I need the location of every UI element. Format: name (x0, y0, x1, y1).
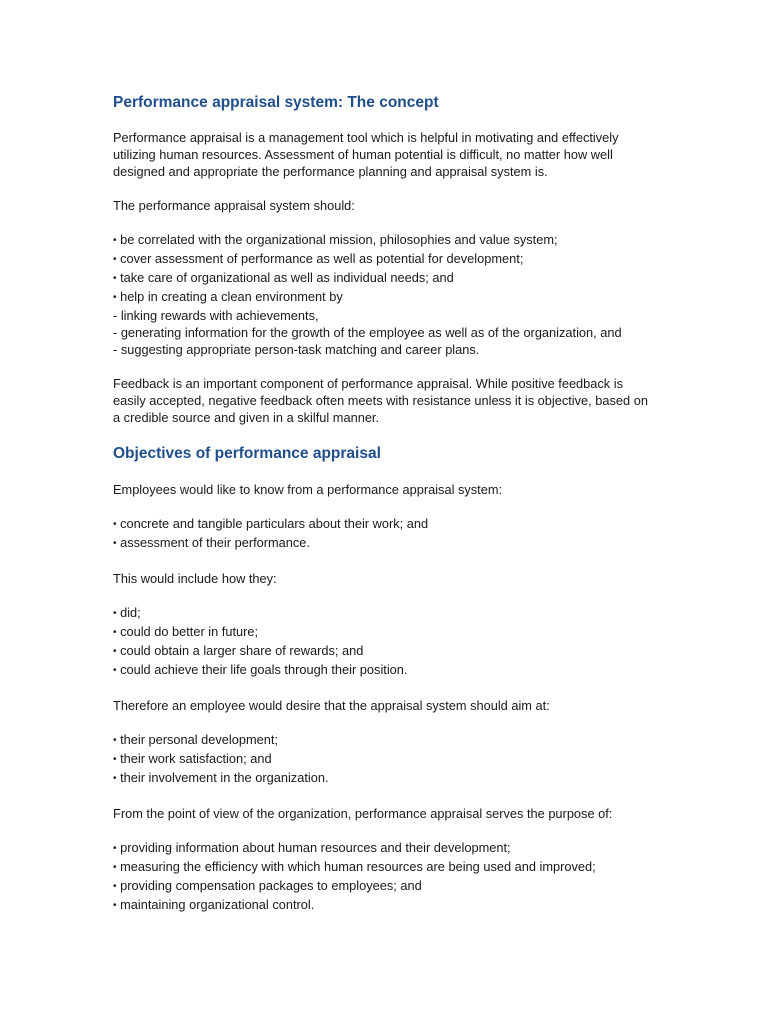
bullet-icon: • (113, 735, 117, 746)
list-item: • could achieve their life goals through their position. (113, 662, 408, 677)
bullet-icon: • (113, 900, 117, 911)
org-list (113, 839, 658, 915)
sub-list-item: - generating information for the growth of the employee as well as of the organization, and (113, 325, 622, 340)
bullet-icon: • (113, 881, 117, 892)
bullet-icon: • (113, 519, 117, 530)
concept-intro-paragraph: Performance appraisal is a management tool which is helpful in motivating and effectively utilizing human resources. Assessment of human potential is difficult, no matter how well designed and appropriate the performance planning and appraisal system is. (113, 130, 619, 179)
sub-list-item: - suggesting appropriate person-task matching and career plans. (113, 342, 480, 357)
bullet-icon: • (113, 665, 117, 676)
list-item: • cover assessment of performance as well as potential for development; (113, 251, 524, 266)
section-heading-concept: Performance appraisal system: The concept (113, 94, 439, 111)
org-lead-paragraph: From the point of view of the organization, performance appraisal serves the purpose of: (113, 806, 613, 821)
bullet-icon: • (113, 843, 117, 854)
include-lead-paragraph: This would include how they: (113, 571, 277, 586)
feedback-paragraph: Feedback is an important component of performance appraisal. While positive feedback is easily accepted, negative feedback often meets with resistance unless it is objective, based on a credible source and given in a skilful manner. (113, 376, 648, 425)
list-item: • could obtain a larger share of rewards; and (113, 643, 364, 658)
list-item: • providing compensation packages to employees; and (113, 878, 422, 893)
bullet-icon: • (113, 627, 117, 638)
list-item: • measuring the efficiency with which human resources are being used and improved; (113, 859, 596, 874)
list-item: • their work satisfaction; and (113, 751, 272, 766)
sub-list-item: - linking rewards with achievements, (113, 308, 319, 323)
bullet-icon: • (113, 862, 117, 873)
list-item: • assessment of their performance. (113, 535, 310, 550)
include-list (113, 604, 658, 680)
document-page (113, 92, 658, 932)
employees-list (113, 515, 658, 553)
list-item: • concrete and tangible particulars about their work; and (113, 516, 429, 531)
bullet-icon: • (113, 773, 117, 784)
list-item: • providing information about human resources and their development; (113, 840, 511, 855)
desire-list (113, 731, 658, 788)
list-item: • did; (113, 605, 141, 620)
section-heading-objectives: Objectives of performance appraisal (113, 445, 381, 462)
bullet-icon: • (113, 292, 117, 303)
bullet-icon: • (113, 646, 117, 657)
bullet-icon: • (113, 754, 117, 765)
desire-lead-paragraph: Therefore an employee would desire that the appraisal system should aim at: (113, 698, 550, 713)
bullet-icon: • (113, 273, 117, 284)
list-item: • their personal development; (113, 732, 279, 747)
list-item: • help in creating a clean environment by (113, 289, 343, 304)
should-list (113, 231, 658, 358)
list-item: • could do better in future; (113, 624, 259, 639)
bullet-icon: • (113, 235, 117, 246)
should-lead-paragraph: The performance appraisal system should: (113, 198, 355, 213)
bullet-icon: • (113, 254, 117, 265)
list-item: • maintaining organizational control. (113, 897, 315, 912)
bullet-icon: • (113, 538, 117, 549)
employees-lead-paragraph: Employees would like to know from a performance appraisal system: (113, 482, 503, 497)
list-item: • be correlated with the organizational mission, philosophies and value system; (113, 232, 558, 247)
list-item: • their involvement in the organization. (113, 770, 329, 785)
bullet-icon: • (113, 608, 117, 619)
list-item: • take care of organizational as well as individual needs; and (113, 270, 454, 285)
